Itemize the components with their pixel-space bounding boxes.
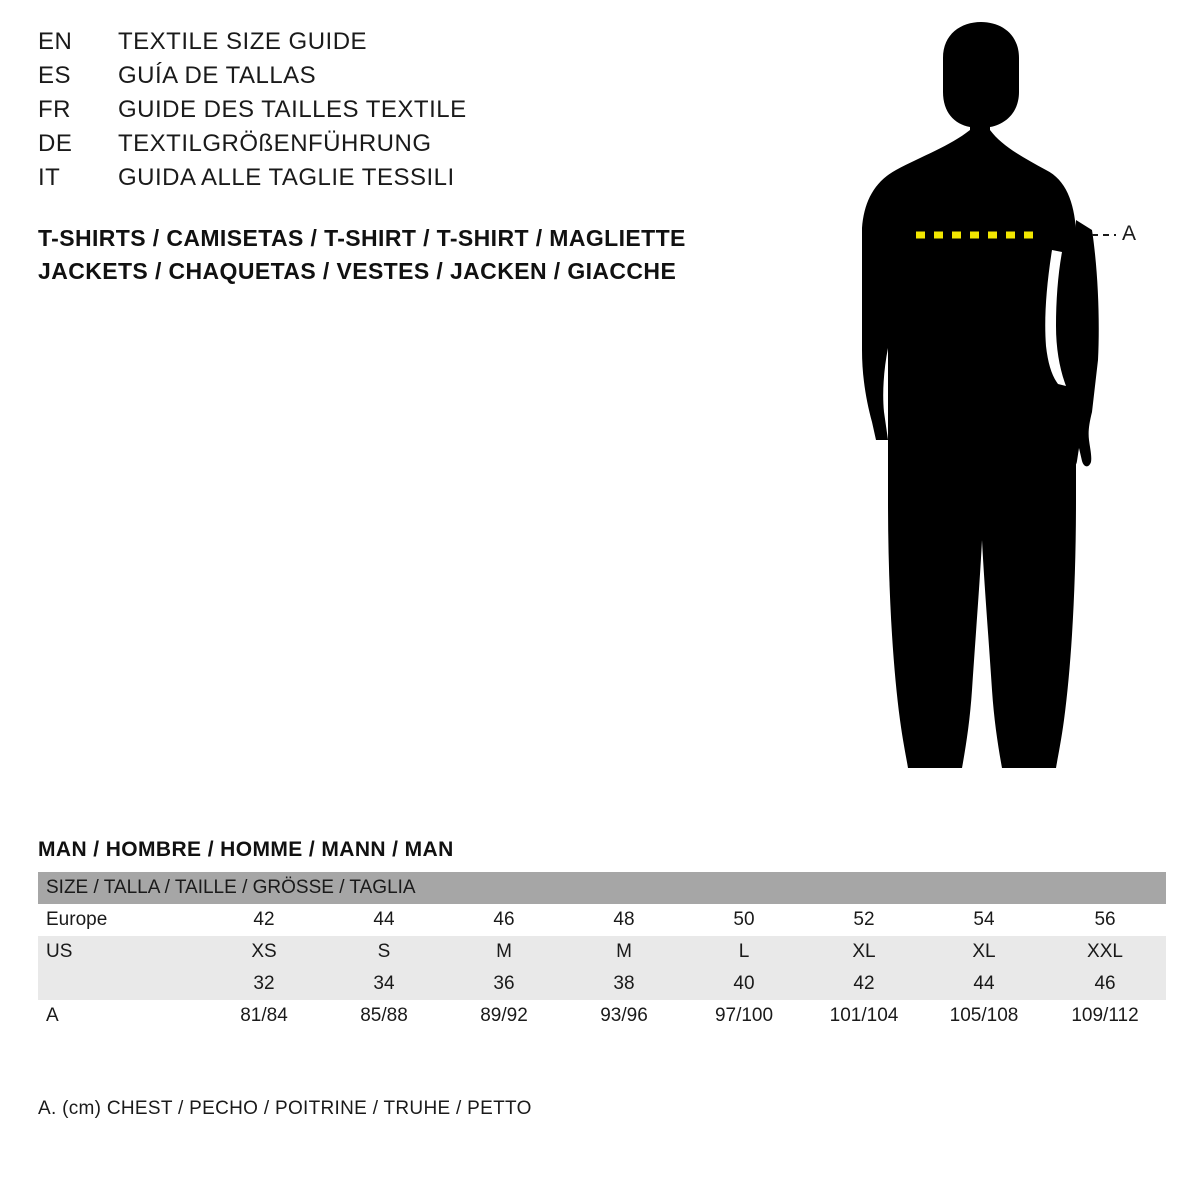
table-cell: 46	[1044, 968, 1166, 1000]
row-label: Europe	[38, 904, 204, 936]
table-cell: 44	[924, 968, 1044, 1000]
table-cell: L	[684, 936, 804, 968]
silhouette-icon	[830, 20, 1170, 790]
table-row	[38, 1000, 1166, 1032]
language-text: TEXTILE SIZE GUIDE	[118, 28, 368, 55]
garment-line-jackets: JACKETS / CHAQUETAS / VESTES / JACKEN / GIACCHE	[38, 258, 677, 284]
table-cell: 50	[684, 904, 804, 936]
language-text: GUÍA DE TALLAS	[118, 62, 317, 89]
table-cell: 97/100	[684, 1000, 804, 1032]
table-row	[38, 936, 1166, 968]
table-cell: 40	[684, 968, 804, 1000]
table-cell: 56	[1044, 904, 1166, 936]
body-silhouette-figure	[830, 20, 1170, 790]
language-text: GUIDE DES TAILLES TEXTILE	[118, 96, 467, 123]
chest-measurement-footnote: A. (cm) CHEST / PECHO / POITRINE / TRUHE / PETTO	[38, 1098, 532, 1119]
language-row	[38, 62, 758, 96]
table-row	[38, 968, 1166, 1000]
table-cell: XL	[804, 936, 924, 968]
table-cell: M	[564, 936, 684, 968]
table-cell: S	[324, 936, 444, 968]
table-cell: 38	[564, 968, 684, 1000]
table-cell: 52	[804, 904, 924, 936]
language-code: IT	[38, 164, 61, 191]
row-label: A	[38, 1000, 204, 1032]
language-row	[38, 96, 758, 130]
language-header-block	[38, 28, 758, 198]
table-header-label: SIZE / TALLA / TAILLE / GRÖSSE / TAGLIA	[38, 872, 1166, 904]
table-cell: 93/96	[564, 1000, 684, 1032]
table-cell: 89/92	[444, 1000, 564, 1032]
measure-label-a: A	[1122, 222, 1137, 245]
table-cell: XL	[924, 936, 1044, 968]
table-cell: 48	[564, 904, 684, 936]
table-cell: XS	[204, 936, 324, 968]
table-cell: 32	[204, 968, 324, 1000]
table-cell: 54	[924, 904, 1044, 936]
language-row	[38, 130, 758, 164]
table-title-man: MAN / HOMBRE / HOMME / MANN / MAN	[38, 838, 454, 861]
language-code: ES	[38, 62, 72, 89]
row-label: US	[38, 936, 204, 968]
language-row	[38, 28, 758, 62]
table-cell: 105/108	[924, 1000, 1044, 1032]
table-cell: 42	[204, 904, 324, 936]
table-cell: 34	[324, 968, 444, 1000]
table-cell: 85/88	[324, 1000, 444, 1032]
language-text: GUIDA ALLE TAGLIE TESSILI	[118, 164, 455, 191]
row-label	[38, 968, 204, 1000]
size-table	[38, 872, 1166, 1032]
measure-leader-line	[1092, 234, 1116, 236]
table-cell: 36	[444, 968, 564, 1000]
garment-line-tshirts: T-SHIRTS / CAMISETAS / T-SHIRT / T-SHIRT / MAGLIETTE	[38, 225, 686, 251]
table-cell: 42	[804, 968, 924, 1000]
table-cell: 109/112	[1044, 1000, 1166, 1032]
language-code: EN	[38, 28, 73, 55]
language-code: FR	[38, 96, 71, 123]
table-cell: 44	[324, 904, 444, 936]
table-cell: 81/84	[204, 1000, 324, 1032]
table-cell: M	[444, 936, 564, 968]
table-cell: 101/104	[804, 1000, 924, 1032]
table-cell: XXL	[1044, 936, 1166, 968]
table-row	[38, 904, 1166, 936]
language-code: DE	[38, 130, 73, 157]
table-row-header	[38, 872, 1166, 904]
language-row	[38, 164, 758, 198]
table-cell: 46	[444, 904, 564, 936]
garment-types-block	[38, 222, 798, 288]
language-text: TEXTILGRÖßENFÜHRUNG	[118, 130, 432, 157]
size-table-section	[38, 838, 1166, 1032]
